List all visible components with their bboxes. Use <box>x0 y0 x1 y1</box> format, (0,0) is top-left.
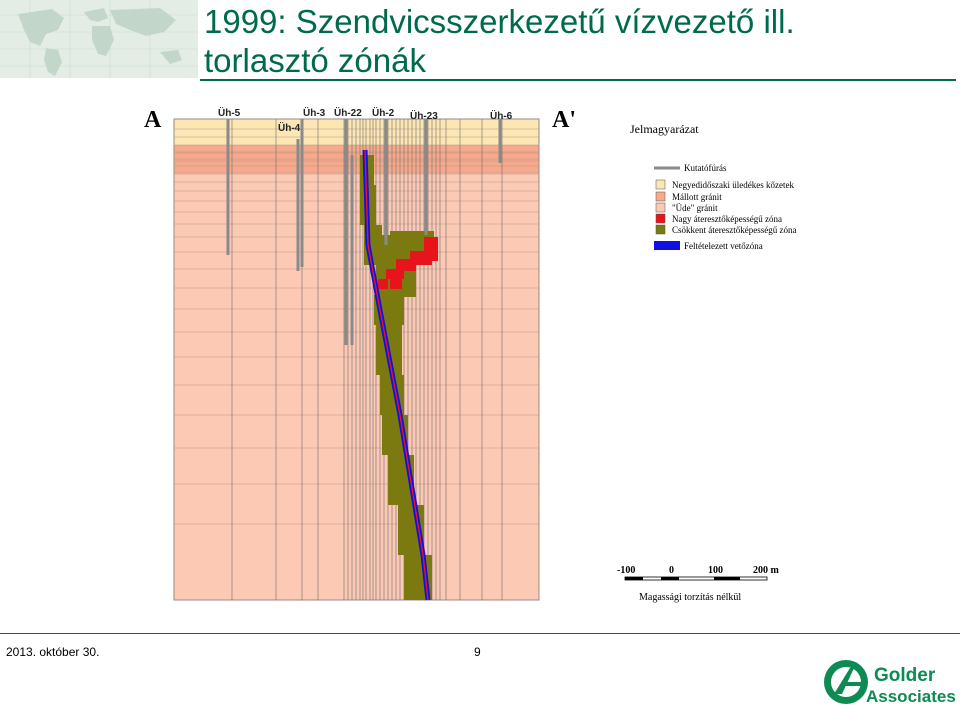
scale-tick-minus100: -100 <box>617 565 636 576</box>
legend-swatch-high-perm <box>656 214 665 223</box>
slide-header <box>0 0 960 86</box>
scale-tick-0: 0 <box>669 565 674 576</box>
legend-label-low-perm: Csökkent áteresztőképességű zóna <box>672 225 797 235</box>
scale-tick-100: 100 <box>708 565 723 576</box>
legend-swatch-sediment <box>656 180 665 189</box>
high-perm-cell <box>390 279 402 289</box>
legend-item-fresh <box>656 203 718 213</box>
logo-line2: Associates <box>866 687 956 706</box>
legend-swatch-weathered <box>656 192 665 201</box>
slide-title <box>204 2 954 80</box>
logo-line1: Golder <box>874 665 936 686</box>
title-divider <box>200 79 956 81</box>
borehole-label-uh23: Üh-23 <box>410 111 438 122</box>
borehole-label-uh6: Üh-6 <box>490 111 513 122</box>
legend-label-borehole: Kutatófúrás <box>684 163 727 173</box>
scale-bar <box>617 565 780 603</box>
slide-title-line1: 1999: Szendvicsszerkezetű vízvezető ill. <box>204 3 795 40</box>
legend-swatch-low-perm <box>656 225 665 234</box>
legend-label-fresh: "Üde" gránit <box>672 203 718 213</box>
borehole-label-uh4: Üh-4 <box>278 123 301 134</box>
legend-item-fault <box>654 241 763 251</box>
footer-divider <box>0 633 960 634</box>
scale-bar-seg-1 <box>625 577 643 580</box>
golder-associates-logo <box>822 654 958 710</box>
footer-date: 2013. október 30. <box>6 645 100 659</box>
legend <box>630 122 796 251</box>
section-end-right: A' <box>552 107 576 133</box>
legend-label-sediment: Negyedidőszaki üledékes kőzetek <box>672 180 794 190</box>
high-perm-cell <box>378 279 388 289</box>
world-map-icon <box>0 0 198 78</box>
legend-item-weathered <box>656 192 722 202</box>
legend-item-borehole <box>654 163 727 173</box>
cross-section-diagram <box>140 95 960 615</box>
scale-tick-200: 200 m <box>753 565 779 576</box>
section-end-left: A <box>144 107 162 133</box>
scale-bar-seg-3 <box>714 577 740 580</box>
scale-bar-seg-2 <box>661 577 679 580</box>
legend-label-fault: Feltételezett vetőzóna <box>684 241 763 251</box>
high-perm-cell <box>386 269 404 279</box>
borehole-label-uh5: Üh-5 <box>218 108 241 119</box>
page-number: 9 <box>474 645 481 659</box>
legend-label-high-perm: Nagy áteresztőképességű zóna <box>672 214 782 224</box>
legend-label-weathered: Mállott gránit <box>672 192 722 202</box>
borehole-label-uh2: Üh-2 <box>372 108 395 119</box>
legend-swatch-fresh <box>656 203 665 212</box>
slide-title-line2: torlasztó zónák <box>204 42 426 79</box>
scale-note: Magassági torzítás nélkül <box>639 592 742 603</box>
borehole-label-uh22: Üh-22 <box>334 108 362 119</box>
legend-title: Jelmagyarázat <box>630 122 699 136</box>
legend-item-low-perm <box>656 225 796 235</box>
legend-swatch-fault <box>654 241 680 250</box>
legend-item-sediment <box>656 180 794 190</box>
legend-item-high-perm <box>656 214 782 224</box>
borehole-label-uh3: Üh-3 <box>303 108 326 119</box>
scale-bar-outline <box>625 577 767 580</box>
